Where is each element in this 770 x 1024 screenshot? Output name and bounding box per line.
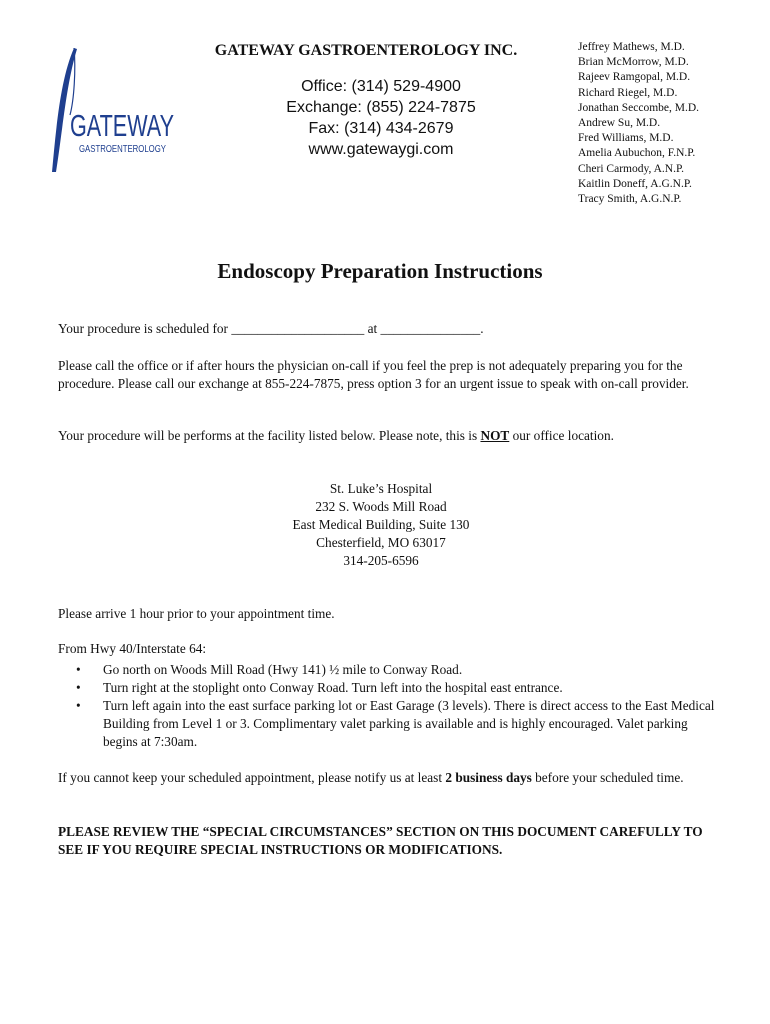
facility-note-after: our office location. xyxy=(509,428,614,443)
review-notice: PLEASE REVIEW THE “SPECIAL CIRCUMSTANCES” SECTION ON THIS DOCUMENT CAREFULLY TO SEE IF YOU REQUIRE SPECIAL INSTRUCTIONS OR MODIFICATIONS. xyxy=(58,824,703,857)
facility-building: East Medical Building, Suite 130 xyxy=(292,517,470,532)
staff-member: Cheri Carmody, A.N.P. xyxy=(578,162,684,175)
list-item xyxy=(58,679,718,697)
direction-step: Turn left again into the east surface parking lot or East Garage (3 levels). There is direct access to the East Medical Building from Level 1 or 3. Complimentary valet parking is available and is highly encouraged. Valet parking begins at 7:30am. xyxy=(103,698,715,749)
date-blank: ____________________ xyxy=(231,321,365,336)
staff-member: Amelia Aubuchon, F.N.P. xyxy=(578,147,696,160)
website-link[interactable]: www.gatewaygi.com xyxy=(308,141,454,158)
facility-note xyxy=(58,427,718,445)
facility-street: 232 S. Woods Mill Road xyxy=(315,499,447,514)
bullet-icon: • xyxy=(76,680,81,695)
list-item xyxy=(58,661,718,679)
cancellation-after: before your scheduled time. xyxy=(531,770,684,785)
cancellation-note xyxy=(58,769,718,787)
staff-list xyxy=(578,40,699,207)
staff-member: Brian McMorrow, M.D. xyxy=(578,56,689,69)
logo-wordmark: GATEWAY xyxy=(70,108,174,143)
office-phone: Office: (314) 529-4900 xyxy=(301,78,461,95)
facility-address xyxy=(196,480,566,570)
facility-city: Chesterfield, MO 63017 xyxy=(316,535,446,550)
staff-member: Rajeev Ramgopal, M.D. xyxy=(578,71,691,84)
scheduled-suffix: . xyxy=(480,321,484,336)
cancellation-emphasis: 2 business days xyxy=(445,770,532,785)
directions-heading: From Hwy 40/Interstate 64: xyxy=(58,641,207,656)
facility-name: St. Luke’s Hospital xyxy=(329,481,433,496)
contact-block xyxy=(196,76,566,160)
staff-member: Jonathan Seccombe, M.D. xyxy=(578,101,700,114)
staff-member: Andrew Su, M.D. xyxy=(578,117,661,130)
bullet-icon: • xyxy=(76,698,81,713)
cancellation-before: If you cannot keep your scheduled appointment, please notify us at least xyxy=(58,770,446,785)
staff-member: Tracy Smith, A.G.N.P. xyxy=(578,193,682,206)
scheduled-prefix: Your procedure is scheduled for xyxy=(58,321,232,336)
facility-phone: 314-205-6596 xyxy=(343,553,419,568)
scheduled-line xyxy=(58,320,718,338)
document-title: Endoscopy Preparation Instructions xyxy=(217,259,543,283)
time-blank: _______________ xyxy=(380,321,481,336)
bullet-icon: • xyxy=(76,662,81,677)
exchange-phone: Exchange: (855) 224-7875 xyxy=(286,99,476,116)
list-item xyxy=(58,697,718,751)
facility-note-before: Your procedure will be performs at the facility listed below. Please note, this is xyxy=(58,428,481,443)
facility-note-emphasis: NOT xyxy=(480,428,510,443)
staff-member: Richard Riegel, M.D. xyxy=(578,86,678,99)
staff-member: Fred Williams, M.D. xyxy=(578,132,674,145)
arrival-note: Please arrive 1 hour prior to your appointment time. xyxy=(58,606,335,621)
direction-step: Go north on Woods Mill Road (Hwy 141) ½ mile to Conway Road. xyxy=(103,662,463,677)
staff-member: Kaitlin Doneff, A.G.N.P. xyxy=(578,177,692,190)
gateway-logo xyxy=(46,40,181,175)
staff-member: Jeffrey Mathews, M.D. xyxy=(578,41,685,53)
scheduled-at: at xyxy=(364,321,381,336)
company-name: GATEWAY GASTROENTEROLOGY INC. xyxy=(214,42,518,59)
fax-number: Fax: (314) 434-2679 xyxy=(308,120,454,137)
logo-subtitle: GASTROENTEROLOGY xyxy=(79,143,166,155)
direction-step: Turn right at the stoplight onto Conway Road. Turn left into the hospital east entrance. xyxy=(103,680,563,695)
prep-note: Please call the office or if after hours the physician on-call if you feel the prep is not adequately preparing you for the procedure. Please call our exchange at 855-224-7875, press option 3 for an urgent issue to speak with on-call provider. xyxy=(58,358,689,391)
directions-list xyxy=(58,661,718,751)
